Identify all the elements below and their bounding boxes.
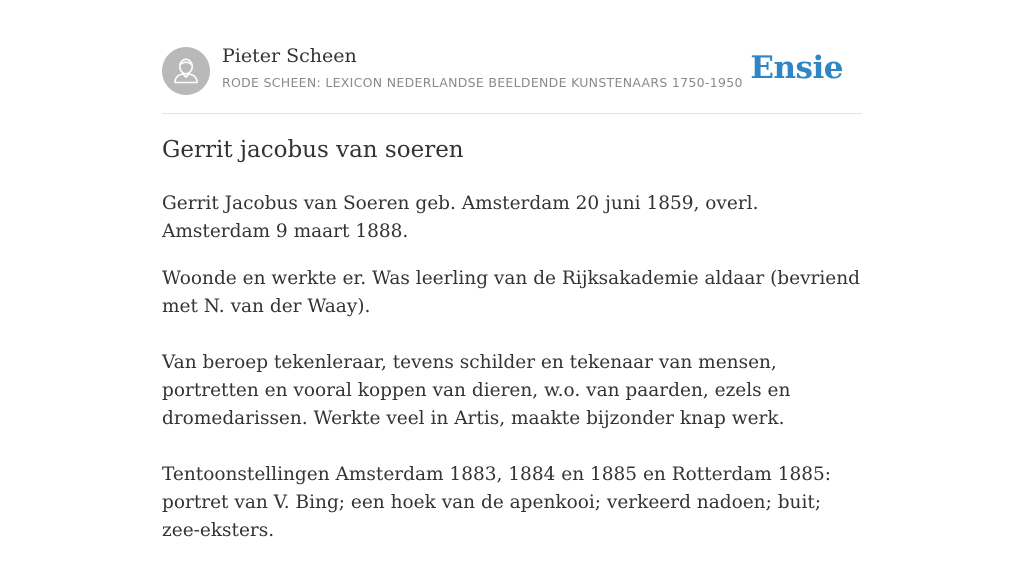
article-paragraph: Woonde en werkte er. Was leerling van de Rijksakademie aldaar (bevriend met N. van der Waay). <box>162 268 861 317</box>
article-header <box>162 0 862 114</box>
author-avatar[interactable] <box>162 47 210 95</box>
article-paragraph: Tentoonstellingen Amsterdam 1883, 1884 en 1885 en Rotterdam 1885: portret van V. Bing; een hoek van de apenkooi; verkeerd nadoen; buit; zee-eksters. <box>162 464 832 541</box>
user-silhouette-icon <box>162 47 210 95</box>
source-lexicon[interactable]: RODE SCHEEN: LEXICON NEDERLANDSE BEELDENDE KUNSTENAARS 1750-1950 <box>222 75 743 90</box>
article-paragraph: Gerrit Jacobus van Soeren geb. Amsterdam 20 juni 1859, overl. Amsterdam 9 maart 1888. <box>162 193 759 242</box>
ensie-logo[interactable]: Ensie <box>750 50 843 86</box>
article-body <box>162 190 862 564</box>
content-container <box>162 0 862 541</box>
article-title: Gerrit jacobus van soeren <box>162 137 464 163</box>
article-paragraph: Van beroep tekenleraar, tevens schilder en tekenaar van mensen, portretten en vooral koppen van dieren, w.o. van paarden, ezels en dromedarissen. Werkte veel in Artis, maakte bijzonder knap werk. <box>162 352 791 429</box>
author-name[interactable]: Pieter Scheen <box>222 45 357 67</box>
